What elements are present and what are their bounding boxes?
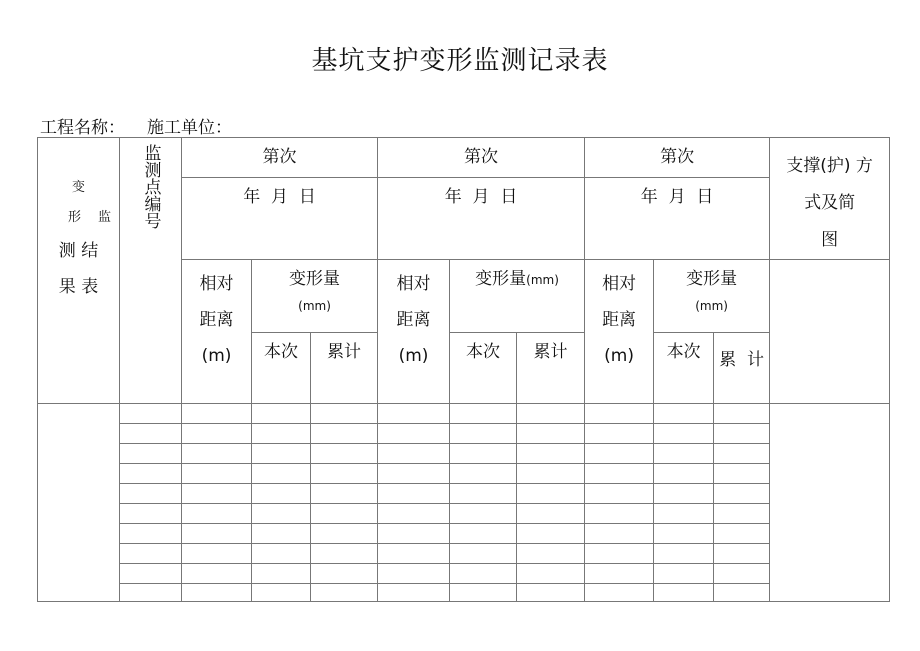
table-cell[interactable] xyxy=(654,404,714,424)
support-line1: 支撑(护) 方 xyxy=(786,156,873,176)
support-diagram-lower xyxy=(770,404,890,602)
table-cell[interactable] xyxy=(120,544,182,564)
table-cell[interactable] xyxy=(378,544,450,564)
table-cell[interactable] xyxy=(252,484,311,504)
support-line3: 图 xyxy=(821,230,839,250)
relative-distance-header-1: 相对 距离 (m) xyxy=(182,260,252,404)
table-cell[interactable] xyxy=(450,444,517,464)
table-cell[interactable] xyxy=(120,464,182,484)
table-row xyxy=(38,504,890,524)
deformation-header-1: 变形量 (mm) xyxy=(252,260,378,333)
table-cell[interactable] xyxy=(120,584,182,602)
table-cell[interactable] xyxy=(714,484,770,504)
deformation-header-2: 变形量(mm) xyxy=(450,260,585,333)
table-cell[interactable] xyxy=(714,584,770,602)
table-cell[interactable] xyxy=(378,464,450,484)
date-header-1: 年 月 日 xyxy=(182,177,378,259)
table-row xyxy=(38,404,890,424)
relative-distance-header-2: 相对 距离 (m) xyxy=(378,260,450,404)
date-header-2: 年 月 日 xyxy=(378,177,585,259)
table-cell[interactable] xyxy=(585,464,654,484)
table-cell[interactable] xyxy=(120,504,182,524)
table-cell[interactable] xyxy=(585,564,654,584)
table-cell[interactable] xyxy=(585,584,654,602)
table-cell[interactable] xyxy=(311,584,378,602)
table-cell[interactable] xyxy=(378,564,450,584)
table-cell[interactable] xyxy=(252,504,311,524)
table-cell[interactable] xyxy=(120,424,182,444)
table-cell[interactable] xyxy=(714,564,770,584)
support-line2: 式及简 xyxy=(804,193,856,213)
table-cell[interactable] xyxy=(378,504,450,524)
table-cell[interactable] xyxy=(654,444,714,464)
table-cell[interactable] xyxy=(585,524,654,544)
table-cell[interactable] xyxy=(252,584,311,602)
table-cell[interactable] xyxy=(311,504,378,524)
table-cell[interactable] xyxy=(714,504,770,524)
table-row xyxy=(38,484,890,504)
table-cell[interactable] xyxy=(585,484,654,504)
table-cell[interactable] xyxy=(585,544,654,564)
table-cell[interactable] xyxy=(311,484,378,504)
table-cell[interactable] xyxy=(182,524,252,544)
table-cell[interactable] xyxy=(517,464,585,484)
table-cell[interactable] xyxy=(120,564,182,584)
relative-distance-header-3: 相对 距离 (m) xyxy=(585,260,654,404)
table-cell[interactable] xyxy=(517,584,585,602)
table-cell[interactable] xyxy=(182,404,252,424)
side-title-line2-right: 监 xyxy=(97,210,111,225)
table-cell[interactable] xyxy=(182,544,252,564)
table-cell[interactable] xyxy=(450,424,517,444)
table-row xyxy=(38,524,890,544)
table-cell[interactable] xyxy=(311,444,378,464)
table-cell[interactable] xyxy=(252,544,311,564)
table-cell[interactable] xyxy=(378,484,450,504)
side-blank-cell xyxy=(38,404,120,602)
current-header-1: 本次 xyxy=(252,333,311,404)
table-cell[interactable] xyxy=(450,484,517,504)
table-cell[interactable] xyxy=(654,564,714,584)
construction-unit-label: 施工单位： xyxy=(147,118,232,138)
current-header-3: 本次 xyxy=(654,333,714,404)
round-header-2: 第次 xyxy=(378,138,585,178)
header-info xyxy=(40,113,254,138)
deformation-header-3: 变形量 (mm) xyxy=(654,260,770,333)
table-cell[interactable] xyxy=(714,424,770,444)
table-cell[interactable] xyxy=(182,464,252,484)
table-cell[interactable] xyxy=(654,544,714,564)
cumulative-header-1: 累计 xyxy=(311,333,378,404)
table-cell[interactable] xyxy=(182,584,252,602)
table-cell[interactable] xyxy=(252,524,311,544)
table-cell[interactable] xyxy=(517,504,585,524)
cumulative-header-2: 累计 xyxy=(517,333,585,404)
table-cell[interactable] xyxy=(252,444,311,464)
table-cell[interactable] xyxy=(252,564,311,584)
cumulative-header-3: 累 计 xyxy=(714,333,770,404)
table-cell[interactable] xyxy=(654,464,714,484)
table-cell[interactable] xyxy=(311,404,378,424)
table-cell[interactable] xyxy=(714,464,770,484)
table-cell[interactable] xyxy=(517,524,585,544)
table-cell[interactable] xyxy=(654,524,714,544)
side-title-cell xyxy=(38,138,120,404)
table-cell[interactable] xyxy=(252,464,311,484)
table-cell[interactable] xyxy=(120,524,182,544)
side-title-line1: 变 xyxy=(71,180,85,195)
table-cell[interactable] xyxy=(450,404,517,424)
table-cell[interactable] xyxy=(654,504,714,524)
table-cell[interactable] xyxy=(378,584,450,602)
table-row xyxy=(38,444,890,464)
table-cell[interactable] xyxy=(714,524,770,544)
table-cell[interactable] xyxy=(378,404,450,424)
round-header-1: 第次 xyxy=(182,138,378,178)
table-cell[interactable] xyxy=(654,484,714,504)
table-cell[interactable] xyxy=(654,584,714,602)
table-cell[interactable] xyxy=(517,544,585,564)
table-cell[interactable] xyxy=(450,524,517,544)
point-number-header xyxy=(120,138,182,404)
table-cell[interactable] xyxy=(182,504,252,524)
table-cell[interactable] xyxy=(378,524,450,544)
table-cell[interactable] xyxy=(654,424,714,444)
table-cell[interactable] xyxy=(450,464,517,484)
table-cell[interactable] xyxy=(311,524,378,544)
table-cell[interactable] xyxy=(182,484,252,504)
page-title: 基坑支护变形监测记录表 xyxy=(311,46,609,76)
table-cell[interactable] xyxy=(585,444,654,464)
table-cell[interactable] xyxy=(182,424,252,444)
round-header-3: 第次 xyxy=(585,138,770,178)
table-cell[interactable] xyxy=(517,404,585,424)
table-cell[interactable] xyxy=(517,564,585,584)
table-cell[interactable] xyxy=(378,444,450,464)
table-cell[interactable] xyxy=(585,504,654,524)
table-cell[interactable] xyxy=(714,544,770,564)
table-cell[interactable] xyxy=(517,444,585,464)
table-cell[interactable] xyxy=(517,484,585,504)
side-title-line2-left: 形 xyxy=(68,210,82,225)
table-cell[interactable] xyxy=(311,564,378,584)
support-diagram-area xyxy=(770,260,890,404)
table-cell[interactable] xyxy=(585,404,654,424)
table-row xyxy=(38,544,890,564)
date-header-3: 年 月 日 xyxy=(585,177,770,259)
table-cell[interactable] xyxy=(311,424,378,444)
table-cell[interactable] xyxy=(714,444,770,464)
table-cell[interactable] xyxy=(450,504,517,524)
table-cell[interactable] xyxy=(450,544,517,564)
table-cell[interactable] xyxy=(450,584,517,602)
table-cell[interactable] xyxy=(714,404,770,424)
table-cell[interactable] xyxy=(450,564,517,584)
monitoring-table xyxy=(37,137,890,602)
table-cell[interactable] xyxy=(252,404,311,424)
table-cell[interactable] xyxy=(311,544,378,564)
table-cell[interactable] xyxy=(378,424,450,444)
table-cell[interactable] xyxy=(182,444,252,464)
table-cell[interactable] xyxy=(585,424,654,444)
table-cell[interactable] xyxy=(182,564,252,584)
side-title-line4: 果 表 xyxy=(58,277,99,297)
current-header-2: 本次 xyxy=(450,333,517,404)
table-cell[interactable] xyxy=(120,404,182,424)
point-number-label: 监测点编号 xyxy=(140,144,161,229)
table-cell[interactable] xyxy=(252,424,311,444)
support-method-header xyxy=(770,138,890,260)
table-cell[interactable] xyxy=(517,424,585,444)
table-row xyxy=(38,584,890,602)
table-cell[interactable] xyxy=(311,464,378,484)
table-row xyxy=(38,424,890,444)
table-cell[interactable] xyxy=(120,484,182,504)
project-name-label: 工程名称： xyxy=(40,118,125,138)
side-title-line3: 测 结 xyxy=(58,241,99,261)
table-cell[interactable] xyxy=(120,444,182,464)
table-row xyxy=(38,464,890,484)
table-row xyxy=(38,564,890,584)
